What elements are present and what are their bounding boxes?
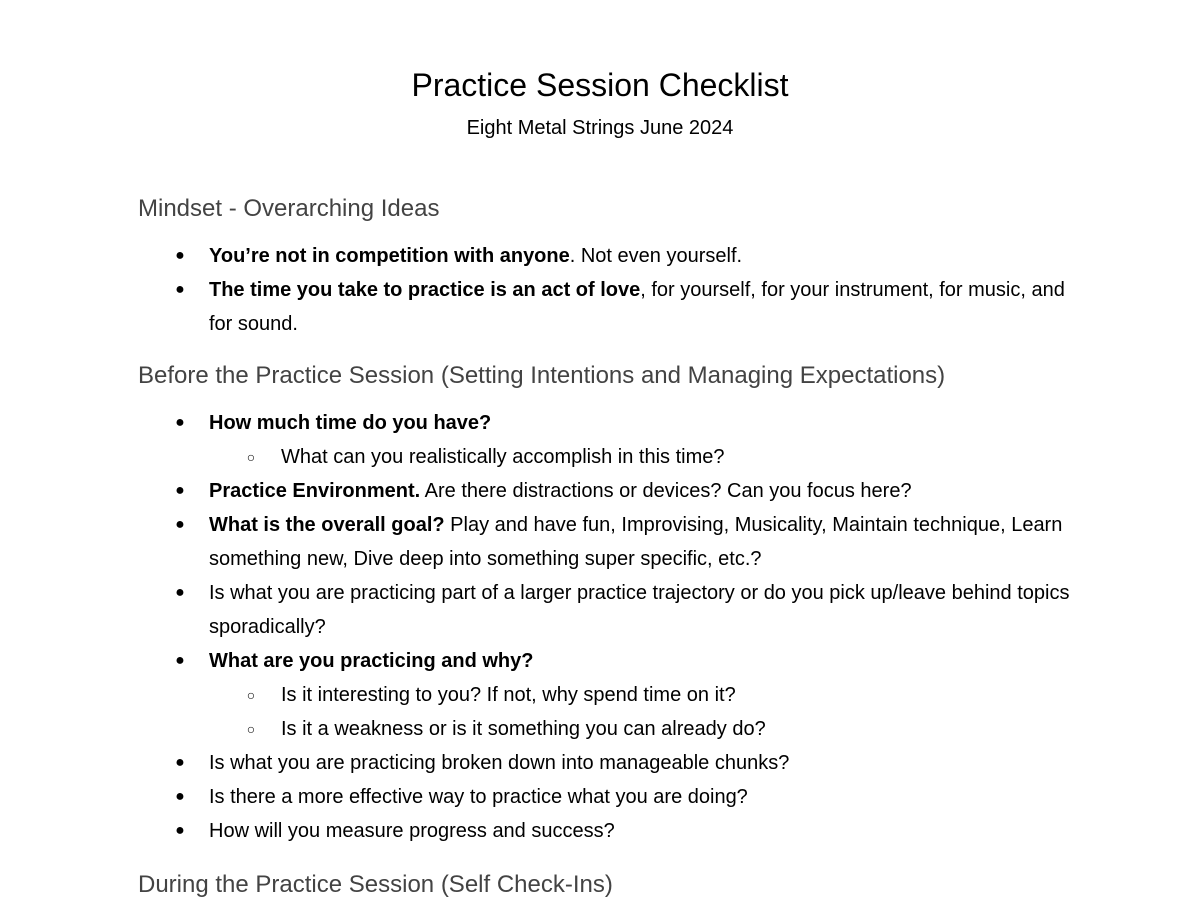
hollow-bullet-icon: ○ [246,687,256,703]
list-item [0,406,1200,440]
item-text: Is it interesting to you? If not, why spend time on it? [281,684,736,706]
before-session-list [0,406,1200,848]
list-item [0,814,1200,848]
item-bold-text: The time you take to practice is an act of love [209,279,641,301]
item-text: Play and have fun, Improvising, Musicality, Maintain technique, Learn something new, Dive deep into something super specific, etc.? [209,514,1063,570]
document-subtitle: Eight Metal Strings June 2024 [466,117,734,139]
bullet-icon: ● [175,822,185,839]
item-text: Is what you are practicing part of a larger practice trajectory or do you pick up/leave behind topics sporadically? [209,582,1070,638]
item-text: Are there distractions or devices? Can you focus here? [420,480,912,502]
item-text: , for yourself, for your instrument, for music, and for sound. [209,279,1065,335]
bullet-icon: ● [175,754,185,771]
item-text: Is there a more effective way to practice what you are doing? [209,786,748,808]
item-text: How will you measure progress and success? [209,820,615,842]
sub-list-item [0,678,1200,712]
item-bold-text: What are you practicing and why? [209,650,534,672]
item-text: Is what you are practicing broken down into manageable chunks? [209,752,790,774]
item-text: Is it a weakness or is it something you can already do? [281,718,766,740]
list-item [0,746,1200,780]
bullet-icon: ● [175,516,185,533]
mindset-list [0,239,1200,341]
bullet-icon: ● [175,281,185,298]
section-heading-during-session: During the Practice Session (Self Check-Ins) [138,871,613,898]
item-bold-text: Practice Environment. [209,480,421,502]
item-bold-text: How much time do you have? [209,412,492,434]
sub-list-item [0,712,1200,746]
bullet-icon: ● [175,584,185,601]
list-item [0,239,1200,273]
bullet-icon: ● [175,788,185,805]
section-heading-before-session: Before the Practice Session (Setting Intentions and Managing Expectations) [138,362,946,389]
item-text: What can you realistically accomplish in this time? [281,446,725,468]
list-item [0,644,1200,678]
list-item [0,273,1200,341]
list-item [0,508,1200,576]
list-item [0,780,1200,814]
section-heading-mindset: Mindset - Overarching Ideas [138,195,440,222]
bullet-icon: ● [175,652,185,669]
hollow-bullet-icon: ○ [246,449,256,465]
item-bold-text: What is the overall goal? [209,514,445,536]
item-bold-text: You’re not in competition with anyone [209,245,570,267]
list-item [0,474,1200,508]
bullet-icon: ● [175,482,185,499]
item-text: . Not even yourself. [569,245,743,267]
bullet-icon: ● [175,247,185,264]
list-item [0,576,1200,644]
bullet-icon: ● [175,414,185,431]
sub-list-item [0,440,1200,474]
document-title: Practice Session Checklist [411,67,789,103]
hollow-bullet-icon: ○ [246,721,256,737]
